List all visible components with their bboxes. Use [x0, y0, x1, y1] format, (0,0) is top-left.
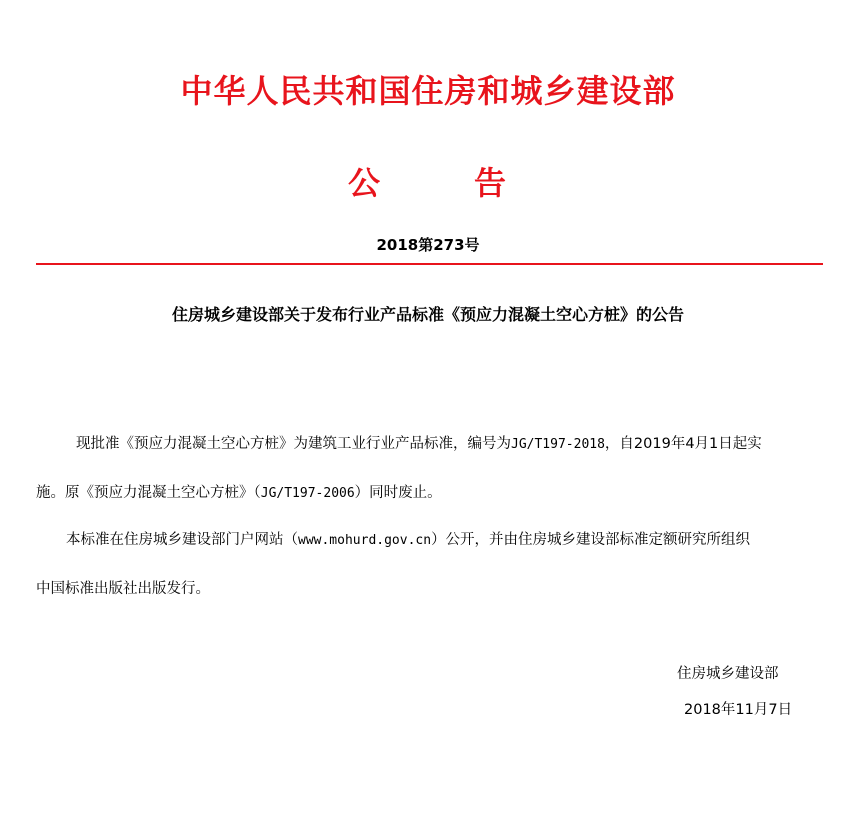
notice-char-2: 告 — [474, 164, 507, 202]
paragraph-1-line-2 — [36, 481, 442, 502]
p1-line1-text-b: ，自2019年4月1日起实 — [604, 436, 762, 452]
p2-website-url: www.mohurd.gov.cn — [298, 533, 432, 548]
notice-subject: 住房城乡建设部关于发布行业产品标准《预应力混凝土空心方桩》的公告 — [171, 305, 684, 324]
paragraph-2-line-1 — [66, 528, 750, 549]
notice-char-1: 公 — [348, 164, 381, 202]
issuer-title: 中华人民共和国住房和城乡建设部 — [180, 72, 676, 110]
p1-line1-text-a: 现批准《预应力混凝土空心方桩》为建筑工业行业产品标准，编号为 — [76, 436, 511, 452]
signature-org: 住房城乡建设部 — [677, 666, 779, 682]
p2-line1-text-b: ）公开，并由住房城乡建设部标准定额研究所组织 — [431, 532, 751, 548]
red-divider — [36, 263, 823, 265]
p1-line2-text-b: ）同时废止。 — [354, 485, 442, 501]
p1-standard-code: JG/T197-2018 — [511, 437, 605, 452]
document-number: 2018第273号 — [376, 236, 480, 254]
signature-date: 2018年11月7日 — [684, 702, 793, 718]
paragraph-2-line-2: 中国标准出版社出版发行。 — [36, 581, 210, 597]
p1-line2-text-a: 施。原《预应力混凝土空心方桩》（ — [36, 485, 261, 501]
p2-line1-text-a: 本标准在住房城乡建设部门户网站（ — [66, 532, 298, 548]
p1-old-standard-code: JG/T197-2006 — [260, 486, 355, 501]
paragraph-1-line-1 — [76, 432, 762, 453]
